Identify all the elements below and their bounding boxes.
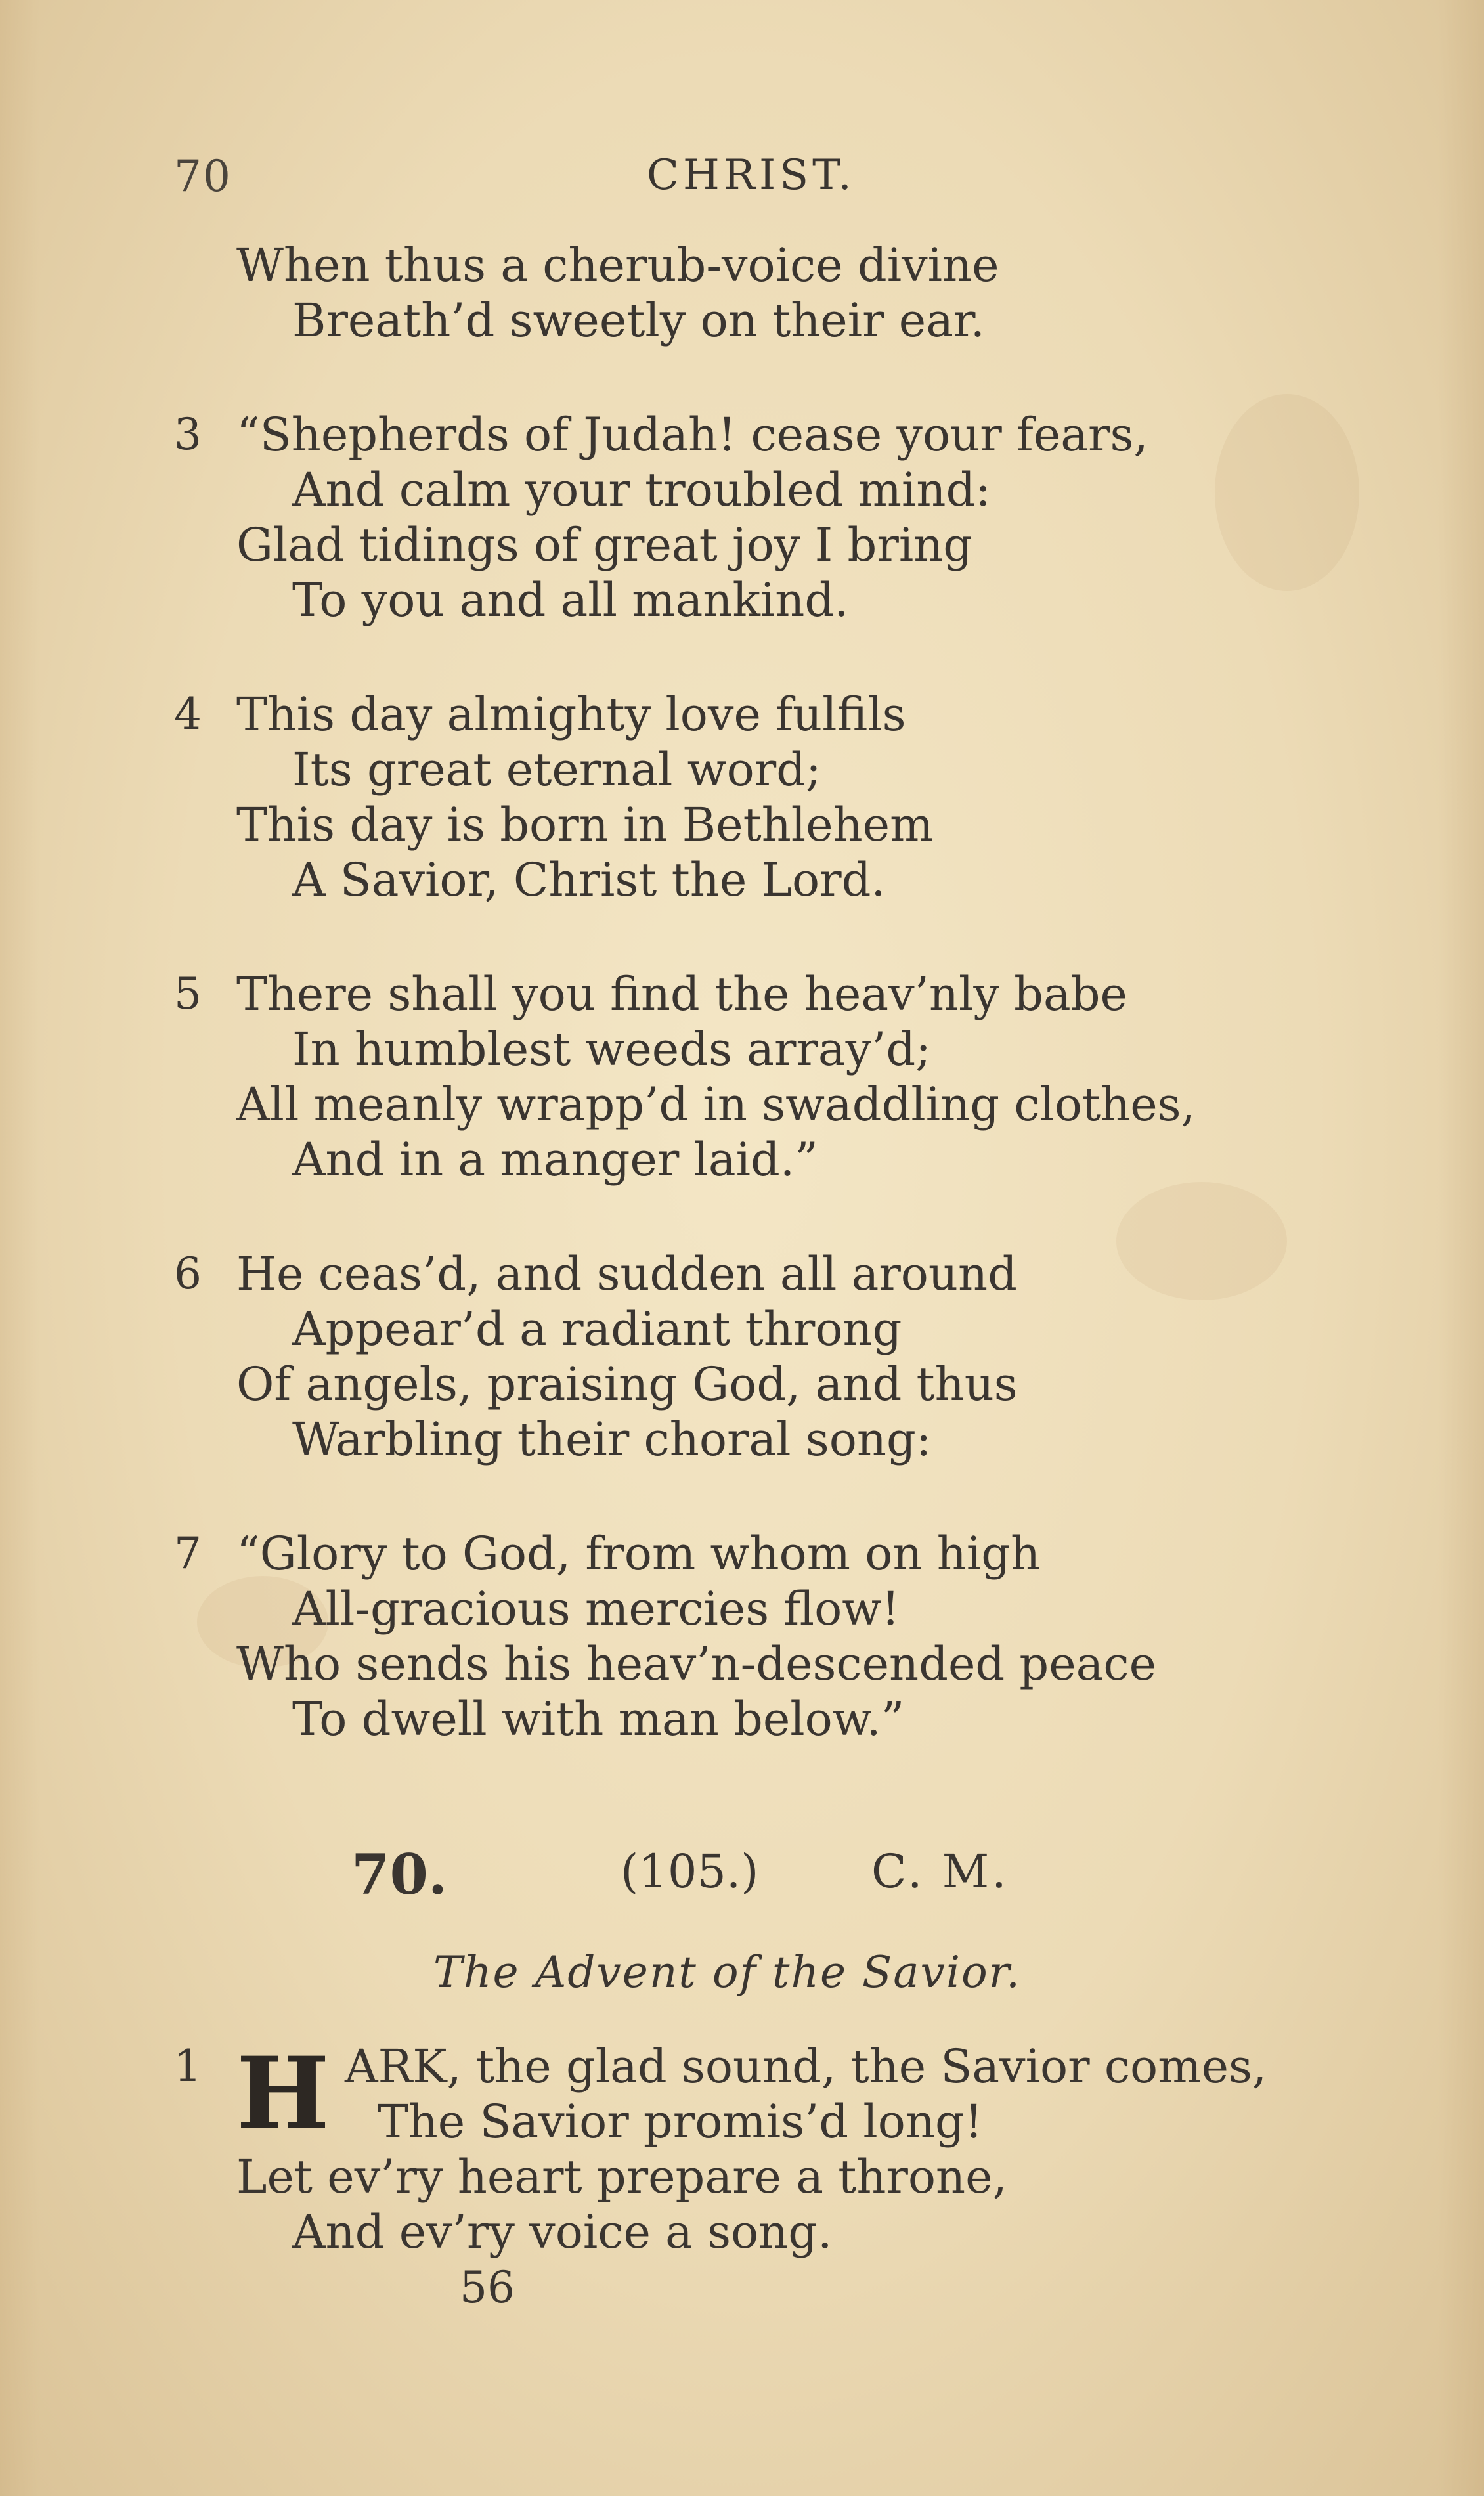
stanza-3 <box>174 407 1356 628</box>
verse-line: A Savior, Christ the Lord. <box>292 853 886 907</box>
stanza-6 <box>174 1246 1356 1467</box>
stanza-continuation <box>174 238 1356 348</box>
verse-line: “Shepherds of Judah! cease your fears, <box>236 408 1148 462</box>
verse-line: “Glory to God, from whom on high <box>236 1527 1041 1581</box>
stanza-number: 3 <box>174 409 202 460</box>
verse-line: Its great eternal word; <box>292 743 821 797</box>
stanza-4 <box>174 687 1356 908</box>
stanza-number: 4 <box>174 689 202 739</box>
verse-line: And calm your troubled mind: <box>292 463 991 517</box>
meter: C. M. <box>871 1845 1009 1898</box>
hymn-number: 70. <box>351 1842 448 1907</box>
verse-line: Who sends his heav’n-descended peace <box>236 1637 1157 1691</box>
verse-line: There shall you find the heav’nly babe <box>236 967 1127 1021</box>
stanza-number: 6 <box>174 1248 202 1299</box>
hymn-69-text <box>174 238 1356 1806</box>
drop-cap: H <box>236 2036 330 2151</box>
hymn-70-text <box>174 2036 1356 2319</box>
verse-line: This day is born in Bethlehem <box>236 798 934 852</box>
verse-line: The Savior promis’d long! <box>378 2095 983 2149</box>
verse-line: Breath’d sweetly on their ear. <box>292 294 985 347</box>
stanza-number: 1 <box>174 2041 202 2091</box>
page-header <box>174 151 1290 210</box>
verse-line: Of angels, praising God, and thus <box>236 1357 1018 1411</box>
page-number: 70 <box>174 151 232 202</box>
verse-line: He ceas’d, and sudden all around <box>236 1247 1017 1301</box>
verse-line: To you and all mankind. <box>292 573 849 627</box>
stanza-1 <box>174 2036 1356 2260</box>
verse-line: This day almighty love fulfils <box>236 688 906 741</box>
stanza-7 <box>174 1526 1356 1747</box>
verse-line: In humblest weeds array’d; <box>292 1022 931 1076</box>
hymn-heading <box>351 1842 1139 1908</box>
verse-line: And in a manger laid.” <box>292 1133 818 1187</box>
tune-number: (105.) <box>621 1845 759 1898</box>
verse-line: All meanly wrapp’d in swaddling clothes, <box>236 1078 1196 1131</box>
stanza-number: 7 <box>174 1528 202 1579</box>
verse-line: ARK, the glad sound, the Savior comes, <box>345 2040 1267 2093</box>
verse-line: And ev’ry voice a song. <box>292 2205 833 2259</box>
verse-line: Let ev’ry heart prepare a throne, <box>236 2150 1007 2204</box>
verse-line: When thus a cherub-voice divine <box>236 238 999 292</box>
verse-line: Warbling their choral song: <box>292 1412 932 1466</box>
running-title: CHRIST. <box>647 151 856 200</box>
hymn-title: The Advent of the Savior. <box>433 1947 1022 1998</box>
stanza-5 <box>174 967 1356 1187</box>
stanza-number: 5 <box>174 969 202 1019</box>
verse-line: All-gracious mercies flow! <box>292 1582 900 1636</box>
signature-mark: 56 <box>460 2262 515 2313</box>
verse-line: To dwell with man below.” <box>292 1692 905 1746</box>
verse-line: Appear’d a radiant throng <box>292 1302 902 1356</box>
verse-line: Glad tidings of great joy I bring <box>236 518 973 572</box>
